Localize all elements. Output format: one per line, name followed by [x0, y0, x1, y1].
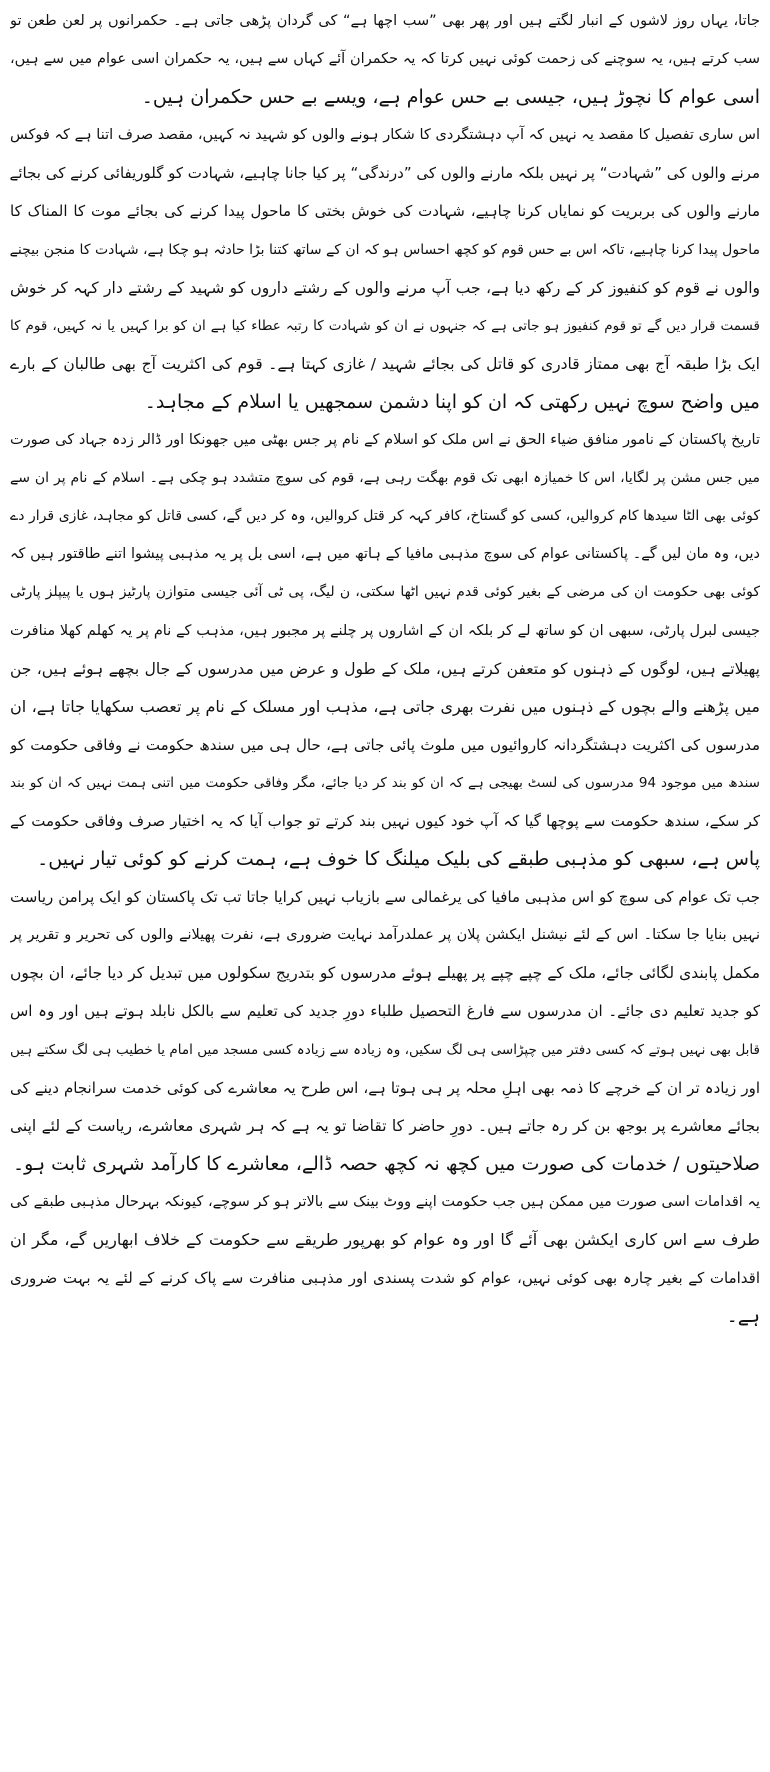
text-line: ہے۔ — [726, 1305, 760, 1328]
text-line: قسمت قرار دیں گے تو قوم کنفیوز ہو جاتی ہے کہ جنہوں نے ان کو شہادت کا رتبہ عطاء کیا ہے ان کو برا کہیں یا نہ کہیں، قوم کا — [10, 317, 760, 334]
text-line: قابل بھی نہیں ہوتے کہ کسی دفتر میں چپڑاسی ہی لگ سکیں، وہ زیادہ سے زیادہ کسی مسجد میں امام یا خطیب ہی لگ سکتے ہیں — [10, 1041, 760, 1058]
paragraph-3 — [10, 421, 760, 878]
paragraph-2 — [10, 116, 760, 421]
paragraph-1 — [10, 2, 760, 116]
text-line: ایک بڑا طبقہ آج بھی ممتاز قادری کو قاتل کی بجائے شہید / غازی کہتا ہے۔ قوم کی اکثریت آج بھی طالبان کے بارے — [10, 354, 760, 373]
text-line: اقدامات کے بغیر چارہ بھی کوئی نہیں، عوام کو شدت پسندی اور مذہبی منافرت سے پاک کرنے کے لئے یہ بہت ضروری — [10, 1269, 760, 1288]
paragraph-5 — [10, 1183, 760, 1335]
text-line: مکمل پابندی لگائی جائے، ملک کے چپے چپے پر پھیلے ہوئے مدرسوں کو بتدریج سکولوں میں تبدیل کر دیا جائے، ان بچوں — [10, 964, 760, 983]
text-line: صلاحیتوں / خدمات کی صورت میں کچھ نہ کچھ حصہ ڈالے، معاشرے کا کارآمد شہری ثابت ہو۔ — [13, 1152, 760, 1175]
text-line: کوئی بھی الٹا سیدھا کام کروالیں، کسی کو گستاخ، کافر کہہ کر قتل کروالیں، وہ کر دیں گے، کسی قاتل کو مجاہد، غازی قرار دے — [10, 508, 760, 525]
text-line: پھیلاتے ہیں، لوگوں کے ذہنوں کو متعفن کرتے ہیں، ملک کے طول و عرض میں مدرسوں کے جال بچھے ہوئے ہیں، جن — [10, 659, 760, 678]
text-line: جیسی لبرل پارٹی، سبھی ان کو ساتھ لے کر بلکہ ان کے اشاروں پر چلنے پر مجبور ہیں، مذہب کے نام پر یہ کھلم کھلا منافرت — [10, 622, 760, 639]
text-line: جاتا، یہاں روز لاشوں کے انبار لگتے ہیں اور پھر بھی ”سب اچھا ہے“ کی گردان پڑھی جاتی ہے۔ حکمرانوں پر لعن طعن تو — [10, 13, 760, 29]
text-line: میں جس مشن پر لگایا، اس کا خمیازہ ابھی تک قوم بھگت رہی ہے، قوم کی سوچ متشدد ہو چکی ہے۔ اسلام کے نام پر ان سے — [10, 470, 760, 487]
text-line: بجائے معاشرے پر بوجھ بن کر رہ جاتے ہیں۔ دورِ حاضر کا تقاضا تو یہ ہے کہ ہر شہری معاشرے، ریاست کے لئے اپنی — [10, 1116, 760, 1135]
text-line: یہ اقدامات اسی صورت میں ممکن ہیں جب حکومت اپنے ووٹ بینک سے بالاتر ہو کر سوچے، کیونکہ بہرحال مذہبی طبقے کی — [10, 1193, 760, 1210]
text-line: والوں نے قوم کو کنفیوز کر کے رکھ دیا ہے، جب آپ مرنے والوں کے رشتے داروں کو شہید کے رشتے دار کہہ کر خوش — [10, 278, 760, 297]
text-line: کو جدید تعلیم دی جائے۔ ان مدرسوں سے فارغ التحصیل طلباء دورِ جدید کی تعلیم سے بالکل نابلد ہوتے ہیں اور وہ اس — [10, 1002, 760, 1021]
text-line: کوئی بھی حکومت ان کی مرضی کے بغیر کوئی قدم نہیں اٹھا سکتی، ن لیگ، پی ٹی آئی جیسی متوازن پارٹیز ہوں یا پیپلز پارٹی — [10, 584, 760, 601]
text-line: دیں، وہ مان لیں گے۔ پاکستانی عوام کی سوچ مذہبی مافیا کے ہاتھ میں ہے، اسی بل پر یہ مذہبی پیشوا اتنے طاقتور ہیں کہ — [10, 546, 760, 563]
text-line: طرف سے اس کاری ایکشن بھی آئے گا اور وہ عوام کو بھرپور طریقے سے حکومت کے خلاف ابھاریں گے، مگر ان — [10, 1230, 760, 1249]
text-line: اس ساری تفصیل کا مقصد یہ نہیں کہ آپ دہشتگردی کا شکار ہونے والوں کو شہید نہ کہیں، مقصد صرف اتنا ہے کہ فوکس — [10, 127, 760, 144]
text-line: مرنے والوں کی ”شہادت“ پر نہیں بلکہ مارنے والوں کی ”درندگی“ پر کیا جانا چاہیے، شہادت کو گلوریفائی کرنے کی بجائے — [10, 164, 760, 183]
text-line: اور زیادہ تر ان کے خرچے کا ذمہ بھی اہلِ محلہ پر ہی ہوتا ہے، اس طرح یہ معاشرے کی کوئی خدمت سرانجام دینے کی — [10, 1078, 760, 1097]
text-line: سب کرتے ہیں، یہ سوچنے کی زحمت کوئی نہیں کرتا کہ یہ حکمران آئے کہاں سے ہیں، یہ حکمران اسی عوام میں سے ہیں، — [10, 51, 760, 68]
text-line: جب تک عوام کی سوچ کو اس مذہبی مافیا کی یرغمالی سے بازیاب نہیں کرایا جاتا تب تک پاکستان کو ایک پرامن ریاست — [10, 888, 760, 907]
text-line: تاریخ پاکستان کے نامور منافق ضیاء الحق نے اس ملک کو اسلام کے نام پر جس بھٹی میں جھونکا اور ڈالر زدہ جہاد کی صورت — [10, 432, 760, 449]
text-line: اسی عوام کا نچوڑ ہیں، جیسی بے حس عوام ہے، ویسے بے حس حکمران ہیں۔ — [141, 86, 760, 109]
text-line: ماحول پیدا کرنا چاہیے، تاکہ اس بے حس قوم کو کچھ احساس ہو کہ ان کے ساتھ کتنا بڑا حادثہ ہو چکا ہے، شہادت کا منجن بیچنے — [10, 241, 760, 258]
text-line: میں پڑھنے والے بچوں کے ذہنوں میں نفرت بھری جاتی ہے، مذہب اور مسلک کے نام پر تعصب سکھایا جاتا ہے، ان — [10, 696, 760, 716]
text-line: سندھ میں موجود 94 مدرسوں کی لسٹ بھیجی ہے کہ ان کو بند کر دیا جائے، مگر وفاقی حکومت میں اتنی ہمت نہیں کہ ان کو بند — [10, 774, 760, 791]
text-line: مارنے والوں کی بربریت کو نمایاں کرنا چاہیے، شہادت کی خوش بختی کا ماحول پیدا کرنے کی بجائے موت کا المناک کا — [10, 202, 760, 221]
paragraph-4 — [10, 878, 760, 1183]
text-line: نہیں بنایا جا سکتا۔ اس کے لئے نیشنل ایکشن پلان پر عملدرآمد نہایت ضروری ہے، نفرت پھیلانے والوں کی تحریر و تقریر پر — [10, 927, 760, 944]
text-line: کر سکے، سندھ حکومت سے پوچھا گیا کہ آپ خود کیوں نہیں بند کرتے تو جواب آیا کہ یہ اختیار صرف وفاقی حکومت کے — [10, 811, 760, 830]
text-line: مدرسوں کی اکثریت دہشتگردانہ کاروائیوں میں ملوث پائی جاتی ہے، حال ہی میں سندھ حکومت نے وفاقی حکومت کو — [10, 735, 760, 754]
text-line: پاس ہے، سبھی کو مذہبی طبقے کی بلیک میلنگ کا خوف ہے، ہمت کرنے کو کوئی تیار نہیں۔ — [37, 848, 760, 871]
text-line: میں واضح سوچ نہیں رکھتی کہ ان کو اپنا دشمن سمجھیں یا اسلام کے مجاہد۔ — [144, 390, 760, 413]
